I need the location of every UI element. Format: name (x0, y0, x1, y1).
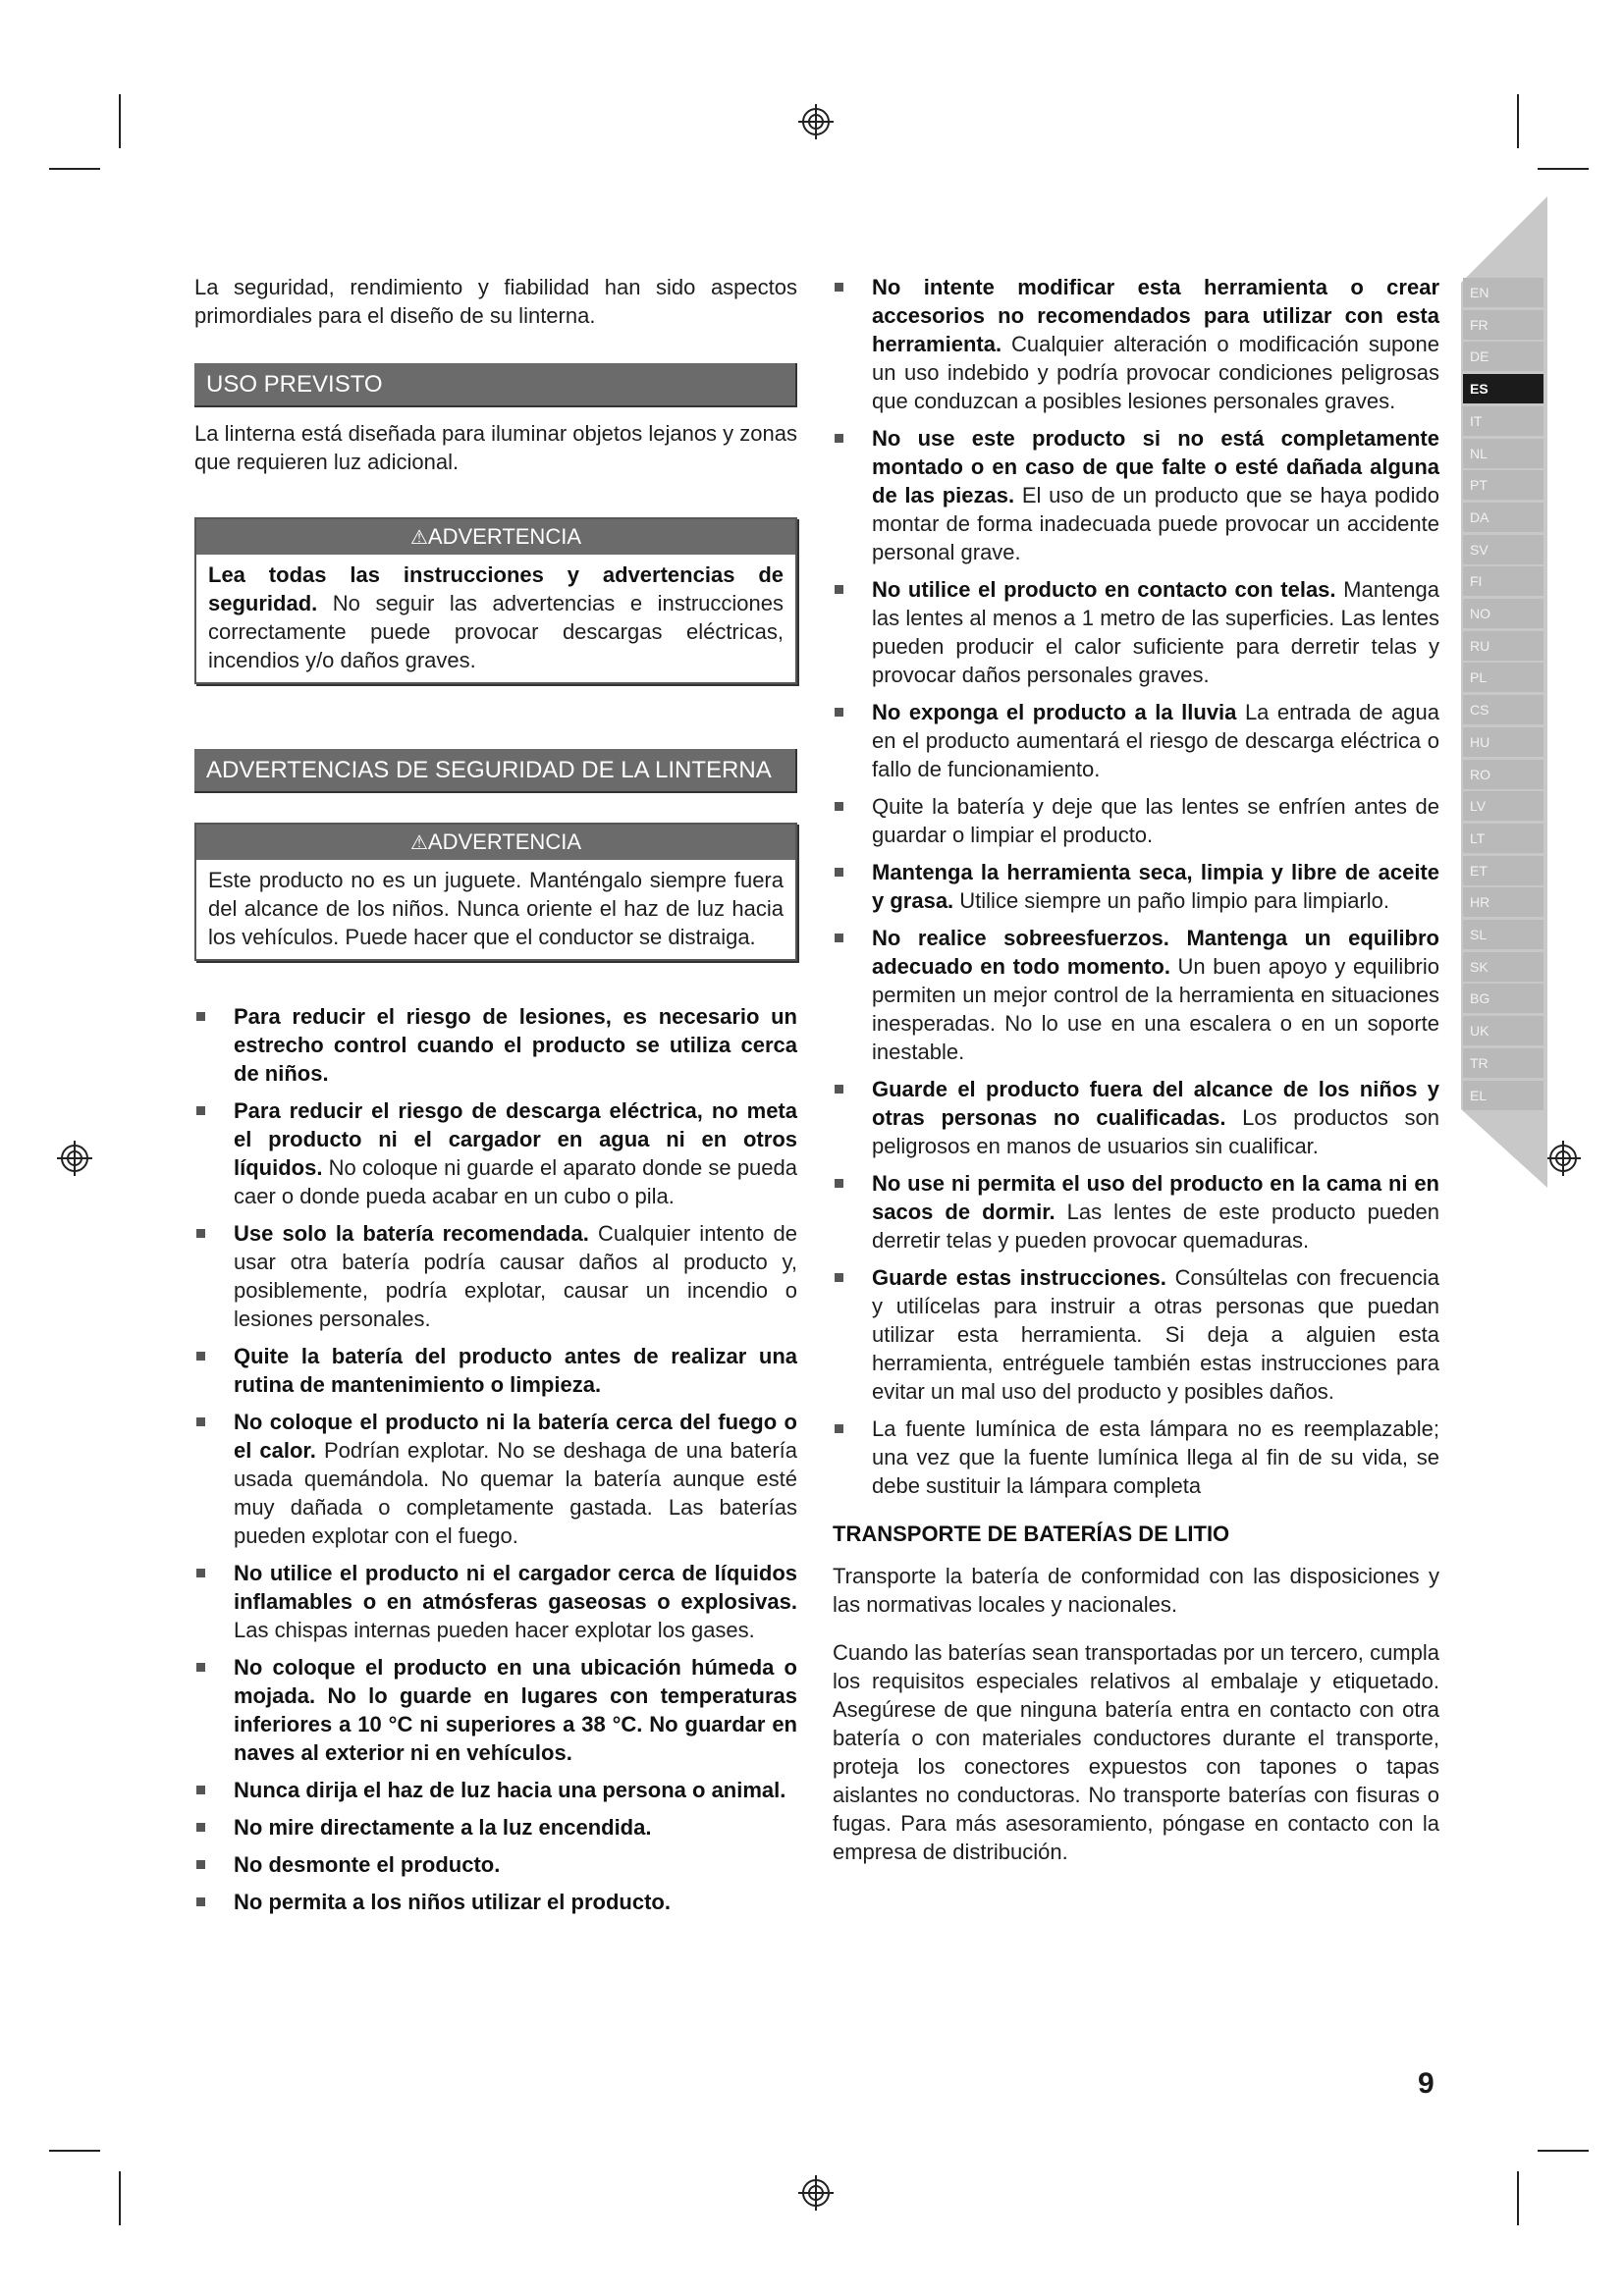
language-tab-sl[interactable]: SL (1463, 920, 1543, 949)
list-item (194, 1096, 797, 1210)
list-item (194, 1653, 797, 1767)
safety-section-heading: ADVERTENCIAS DE SEGURIDAD DE LA LINTERNA (194, 749, 797, 793)
square-bullet-icon (196, 1786, 205, 1794)
list-item-bold: No coloque el producto en una ubicación húmeda o mojada. No lo guarde en lugares con temperaturas inferiores a 10 °C ni superiores a 38 °C. No guardar en naves al exterior ni en vehículos. (234, 1655, 797, 1765)
language-tab-el[interactable]: EL (1463, 1081, 1543, 1110)
list-item (833, 1075, 1439, 1160)
crop-mark (49, 168, 100, 170)
list-item-bold: Para reducir el riesgo de lesiones, es necesario un estrecho control cuando el producto se utiliza cerca de niños. (234, 1004, 797, 1086)
square-bullet-icon (196, 1012, 205, 1021)
square-bullet-icon (835, 708, 843, 717)
square-bullet-icon (835, 868, 843, 877)
crop-mark (119, 2171, 121, 2225)
list-item (194, 1002, 797, 1088)
registration-mark-icon (55, 1139, 94, 1178)
right-bullet-list (833, 273, 1439, 1500)
list-item-bold: No realice sobreesfuerzos. Mantenga un equilibro adecuado en todo momento. (872, 926, 1439, 979)
language-tab-hu[interactable]: HU (1463, 727, 1543, 757)
registration-mark-icon (796, 2173, 836, 2213)
page-number: 9 (1418, 2067, 1435, 2100)
list-item-text: Los productos son peligrosos en manos de usuarios sin cualificar. (872, 1105, 1439, 1158)
list-item-bold: No desmonte el producto. (234, 1852, 501, 1877)
list-item (833, 858, 1439, 915)
list-item-bold: No utilice el producto ni el cargador cerca de líquidos inflamables o en atmósferas gaseosas o explosivas. (234, 1561, 797, 1614)
square-bullet-icon (835, 934, 843, 942)
list-item-bold: No use ni permita el uso del producto en la cama ni en sacos de dormir. (872, 1171, 1439, 1224)
language-tab-it[interactable]: IT (1463, 406, 1543, 436)
language-tab-no[interactable]: NO (1463, 599, 1543, 628)
crop-mark (1517, 94, 1519, 148)
list-item-bold: No coloque el producto ni la batería cerca del fuego o el calor. (234, 1410, 797, 1463)
crop-mark (1538, 2150, 1589, 2152)
list-item (833, 1415, 1439, 1500)
warning-triangle-icon: ⚠ (409, 832, 428, 854)
list-item-text: Consúltelas con frecuencia y utilícelas para instruir a otras personas que puedan utilizar esta herramienta. Si deja a alguien esta herramienta, entréguele también estas instrucciones para evitar un mal uso del producto y posibles daños. (872, 1265, 1440, 1404)
left-column (194, 273, 797, 1925)
list-item-bold: No intente modificar esta herramienta o crear accesorios no recomendados para utilizar con esta herramienta. (872, 275, 1439, 356)
square-bullet-icon (196, 1352, 205, 1361)
list-item-bold: Quite la batería del producto antes de realizar una rutina de mantenimiento o limpieza. (234, 1344, 797, 1397)
list-item (194, 1850, 797, 1879)
list-item-bold: Guarde el producto fuera del alcance de los niños y otras personas no cualificadas. (872, 1077, 1439, 1130)
crop-mark (1538, 168, 1589, 170)
language-tab-fi[interactable]: FI (1463, 566, 1543, 596)
list-item-text: No coloque ni guarde el aparato donde se pueda caer o donde pueda acabar en un cubo o pila. (234, 1155, 797, 1208)
square-bullet-icon (196, 1897, 205, 1906)
language-tab-ro[interactable]: RO (1463, 760, 1543, 789)
list-item-bold: Guarde estas instrucciones. (872, 1265, 1166, 1290)
square-bullet-icon (835, 283, 843, 292)
square-bullet-icon (835, 1273, 843, 1282)
language-tab-et[interactable]: ET (1463, 856, 1543, 885)
uso-previsto-heading: USO PREVISTO (194, 363, 797, 407)
language-tab-da[interactable]: DA (1463, 503, 1543, 532)
list-item (833, 1263, 1439, 1406)
list-item-text: El uso de un producto que se haya podido montar de forma inadecuada puede provocar un accidente personal grave. (872, 483, 1439, 564)
list-item-text: Cualquier intento de usar otra batería podría causar daños al producto y, posiblemente, podría explotar, causar un incendio o lesiones personales. (234, 1221, 797, 1331)
list-item-text: Utilice siempre un paño limpio para limpiarlo. (953, 888, 1390, 913)
list-item (194, 1408, 797, 1550)
list-item-text: Mantenga las lentes al menos a 1 metro de las superficies. Las lentes pueden producir el calor suficiente para derretir telas y provocar daños personales graves. (872, 577, 1439, 687)
square-bullet-icon (835, 434, 843, 443)
registration-mark-icon (796, 102, 836, 141)
language-tab-fr[interactable]: FR (1463, 310, 1543, 340)
list-item-bold: No use este producto si no está completamente montado o en caso de que falte o esté dañada alguna de las piezas. (872, 426, 1439, 507)
uso-previsto-text: La linterna está diseñada para iluminar objetos lejanos y zonas que requieren luz adicional. (194, 421, 797, 474)
list-item (194, 1888, 797, 1916)
language-tab-en[interactable]: EN (1463, 278, 1543, 307)
square-bullet-icon (196, 1229, 205, 1238)
square-bullet-icon (196, 1106, 205, 1115)
list-item-text: Un buen apoyo y equilibrio permiten un mejor control de la herramienta en situaciones inesperadas. No lo use en una escalera o en un soporte inestable. (872, 954, 1439, 1064)
warning-bold-text: Lea todas las instrucciones y advertencias de seguridad. (208, 562, 784, 615)
language-tab-ru[interactable]: RU (1463, 631, 1543, 661)
language-tab-pl[interactable]: PL (1463, 663, 1543, 692)
language-tab-sv[interactable]: SV (1463, 535, 1543, 564)
list-item (833, 273, 1439, 415)
warning-heading (196, 825, 795, 860)
square-bullet-icon (196, 1569, 205, 1577)
language-tab-lt[interactable]: LT (1463, 824, 1543, 853)
warning-title: ADVERTENCIA (427, 829, 581, 854)
list-item-bold: Para reducir el riesgo de descarga eléctrica, no meta el producto ni el cargador en agua ni en otros líquidos. (234, 1098, 797, 1180)
language-tab-pt[interactable]: PT (1463, 470, 1543, 500)
list-item (833, 924, 1439, 1066)
language-tab-nl[interactable]: NL (1463, 439, 1543, 468)
list-item (194, 1342, 797, 1399)
square-bullet-icon (196, 1663, 205, 1672)
crop-mark (49, 2150, 100, 2152)
warning-body (196, 555, 795, 682)
square-bullet-icon (835, 1085, 843, 1094)
language-tab-lv[interactable]: LV (1463, 791, 1543, 821)
list-item-text: Podrían explotar. No se deshaga de una batería usada quemándola. No quemar la batería aunque esté muy dañada o completamente gastada. Las baterías pueden explotar con el fuego. (234, 1438, 797, 1548)
square-bullet-icon (835, 802, 843, 811)
language-tab-cs[interactable]: CS (1463, 695, 1543, 724)
warning-text: No seguir las advertencias e instrucciones correctamente puede provocar descargas eléctricas, incendios y/o daños graves. (208, 591, 784, 672)
crop-mark (119, 94, 121, 148)
registration-mark-icon (1543, 1139, 1583, 1178)
language-tab-sk[interactable]: SK (1463, 952, 1543, 982)
list-item-bold: No exponga el producto a la lluvia (872, 700, 1237, 724)
language-tab-es[interactable]: ES (1463, 374, 1543, 403)
list-item-text: Las chispas internas pueden hacer explotar los gases. (234, 1618, 755, 1642)
list-item (833, 792, 1439, 849)
list-item (833, 424, 1439, 566)
list-item (194, 1219, 797, 1333)
language-tab-tr[interactable]: TR (1463, 1048, 1543, 1078)
left-bullet-list (194, 1002, 797, 1916)
list-item (833, 698, 1439, 783)
square-bullet-icon (196, 1823, 205, 1832)
list-item (194, 1776, 797, 1804)
list-item-text: Las lentes de este producto pueden derretir telas y pueden provocar quemaduras. (872, 1200, 1439, 1253)
warning-title: ADVERTENCIA (427, 524, 581, 549)
list-item-text: Cualquier alteración o modificación supone un uso indebido y podría provocar condiciones peligrosas que conduzcan a posibles lesiones personales graves. (872, 332, 1439, 413)
list-item-bold: No utilice el producto en contacto con telas. (872, 577, 1336, 602)
list-item-bold: No mire directamente a la luz encendida. (234, 1815, 652, 1840)
list-item-bold: Mantenga la herramienta seca, limpia y libre de aceite y grasa. (872, 860, 1439, 913)
transport-heading: TRANSPORTE DE BATERÍAS DE LITIO (833, 1522, 1230, 1546)
warning-heading (196, 519, 795, 555)
warning-triangle-icon: ⚠ (409, 527, 428, 549)
transport-paragraph-2: Cuando las baterías sean transportadas por un tercero, cumpla los requisitos especiales relativos al embalaje y etiquetado. Asegúrese de que ninguna batería entra en contacto con otra batería o con materiales conductores durante el transporte, proteja los conectores expuestos con tapones o tapas aislantes no conductoras. No transporte baterías con fisuras o fugas. Para más asesoramiento, póngase en contacto con la empresa de distribución. (833, 1640, 1439, 1864)
list-item-text: La fuente lumínica de esta lámpara no es reemplazable; una vez que la fuente lumínica llega al fin de su vida, se debe sustituir la lámpara completa (872, 1416, 1439, 1498)
warning-box-2 (194, 823, 797, 961)
intro-text: La seguridad, rendimiento y fiabilidad han sido aspectos primordiales para el diseño de su linterna. (194, 275, 797, 328)
language-tab-uk[interactable]: UK (1463, 1016, 1543, 1045)
list-item (833, 575, 1439, 689)
transport-paragraph-1: Transporte la batería de conformidad con las disposiciones y las normativas locales y nacionales. (833, 1564, 1439, 1617)
list-item-bold: No permita a los niños utilizar el producto. (234, 1890, 671, 1914)
list-item-bold: Use solo la batería recomendada. (234, 1221, 589, 1246)
square-bullet-icon (196, 1860, 205, 1869)
list-item-text: La entrada de agua en el producto aumentará el riesgo de descarga eléctrica o fallo de funcionamiento. (872, 700, 1440, 781)
language-tab-hr[interactable]: HR (1463, 887, 1543, 917)
list-item (194, 1813, 797, 1842)
square-bullet-icon (196, 1417, 205, 1426)
language-tab-bg[interactable]: BG (1463, 984, 1543, 1013)
crop-mark (1517, 2171, 1519, 2225)
right-column (833, 273, 1439, 1866)
square-bullet-icon (835, 1424, 843, 1433)
list-item-bold: Nunca dirija el haz de luz hacia una persona o animal. (234, 1778, 786, 1802)
warning-body: Este producto no es un juguete. Manténgalo siempre fuera del alcance de los niños. Nunca oriente el haz de luz hacia los vehículos. Puede hacer que el conductor se distraiga. (208, 868, 784, 949)
list-item (833, 1169, 1439, 1255)
square-bullet-icon (835, 1179, 843, 1188)
list-item-text: Quite la batería y deje que las lentes se enfríen antes de guardar o limpiar el producto. (872, 794, 1439, 847)
list-item (194, 1559, 797, 1644)
language-tab-de[interactable]: DE (1463, 342, 1543, 371)
warning-box-1 (194, 517, 797, 684)
square-bullet-icon (835, 585, 843, 594)
